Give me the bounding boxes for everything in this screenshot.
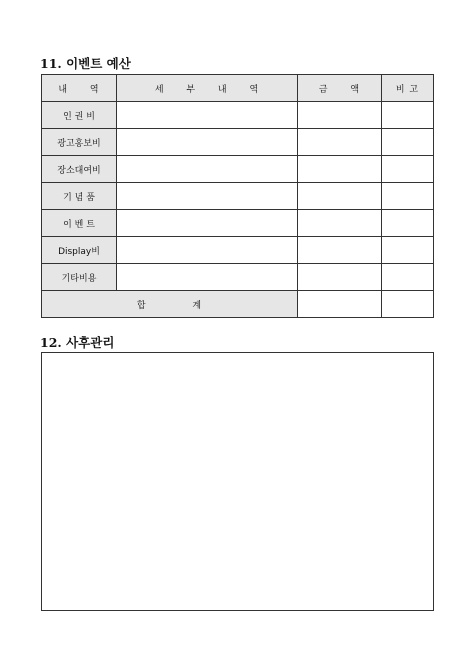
amount-cell[interactable] xyxy=(298,183,382,210)
note-cell[interactable] xyxy=(382,210,434,237)
row-label-display: Display비 xyxy=(42,237,117,264)
header-detail: 세 부 내 역 xyxy=(117,75,298,102)
detail-cell[interactable] xyxy=(117,210,298,237)
amount-cell[interactable] xyxy=(298,264,382,291)
note-cell[interactable] xyxy=(382,156,434,183)
budget-row xyxy=(42,129,434,156)
row-label-event: 이 벤 트 xyxy=(42,210,117,237)
total-label: 합 계 xyxy=(42,291,298,318)
budget-row xyxy=(42,102,434,129)
budget-row xyxy=(42,264,434,291)
row-label-venue: 장소대여비 xyxy=(42,156,117,183)
row-label-advertising: 광고홍보비 xyxy=(42,129,117,156)
amount-cell[interactable] xyxy=(298,237,382,264)
budget-row xyxy=(42,210,434,237)
note-cell[interactable] xyxy=(382,183,434,210)
note-cell[interactable] xyxy=(382,102,434,129)
detail-cell[interactable] xyxy=(117,183,298,210)
note-cell[interactable] xyxy=(382,129,434,156)
detail-cell[interactable] xyxy=(117,156,298,183)
row-label-personnel: 인 권 비 xyxy=(42,102,117,129)
detail-cell[interactable] xyxy=(117,264,298,291)
amount-cell[interactable] xyxy=(298,129,382,156)
row-label-misc: 기타비용 xyxy=(42,264,117,291)
note-cell[interactable] xyxy=(382,237,434,264)
detail-cell[interactable] xyxy=(117,237,298,264)
section-12-title: 12. 사후관리 xyxy=(40,335,115,350)
budget-row xyxy=(42,156,434,183)
amount-cell[interactable] xyxy=(298,156,382,183)
budget-header-row xyxy=(42,75,434,102)
budget-row xyxy=(42,237,434,264)
amount-cell[interactable] xyxy=(298,102,382,129)
note-cell[interactable] xyxy=(382,264,434,291)
budget-table xyxy=(41,74,434,318)
total-note-cell[interactable] xyxy=(382,291,434,318)
follow-up-box[interactable] xyxy=(41,352,434,611)
row-label-souvenir: 기 념 품 xyxy=(42,183,117,210)
detail-cell[interactable] xyxy=(117,102,298,129)
amount-cell[interactable] xyxy=(298,210,382,237)
header-amount: 금 액 xyxy=(298,75,382,102)
header-item: 내 역 xyxy=(42,75,117,102)
header-note: 비 고 xyxy=(382,75,434,102)
section-11-title: 11. 이벤트 예산 xyxy=(40,56,131,71)
total-amount-cell[interactable] xyxy=(298,291,382,318)
detail-cell[interactable] xyxy=(117,129,298,156)
budget-row xyxy=(42,183,434,210)
budget-total-row xyxy=(42,291,434,318)
